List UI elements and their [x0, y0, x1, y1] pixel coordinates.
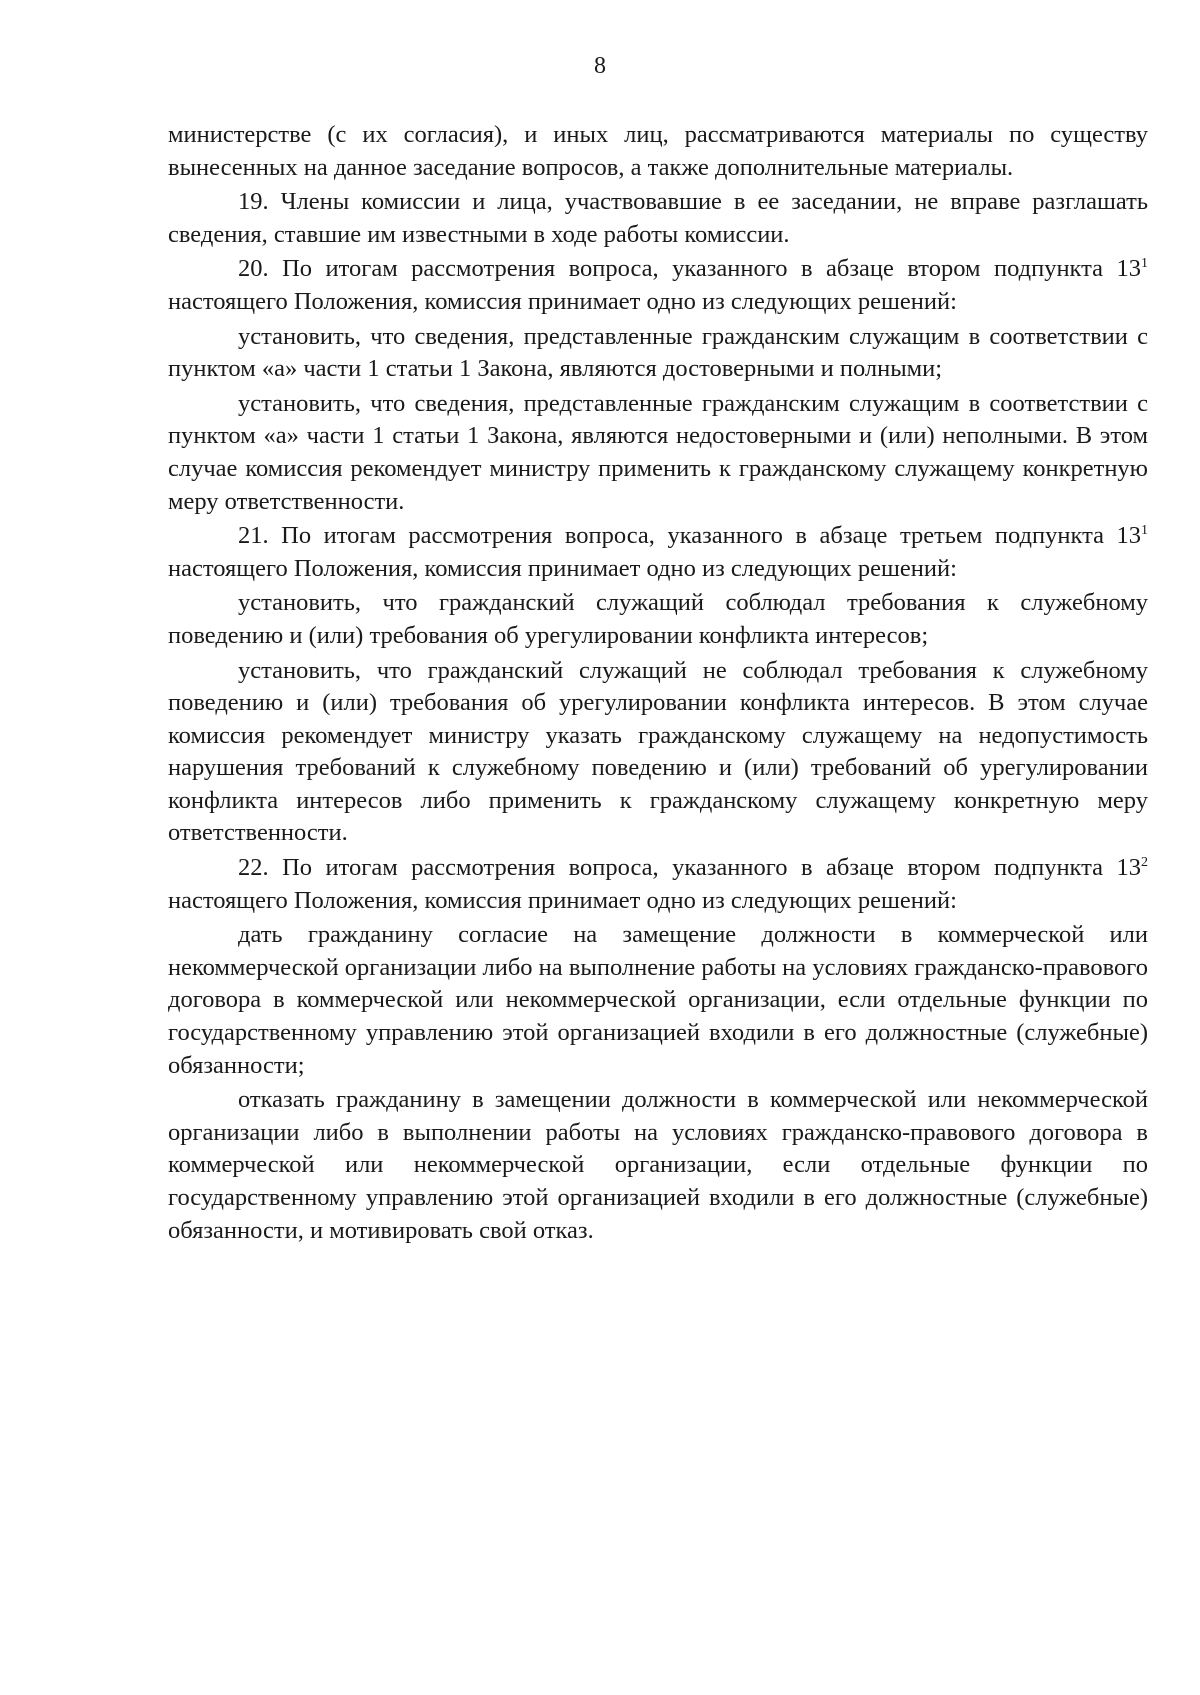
- decision-option: установить, что сведения, представленные гражданским служащим в соответствии с пунктом «а» части 1 статьи 1 Закона, являются достоверными и полными;: [168, 322, 1148, 383]
- paragraph-item-19: 19. Члены комиссии и лица, участвовавшие в ее заседании, не вправе разглашать сведения, ставшие им известными в ходе работы комиссии.: [168, 188, 1148, 248]
- paragraph-item-22-text: 22. По итогам рассмотрения вопроса, указанного в абзаце втором подпункта 13: [238, 854, 1141, 882]
- decision-option: установить, что гражданский служащий не соблюдал требования к служебному поведению и (или) требования об урегулировании конфликта интересов. В этом случае комиссия рекомендует министру указать гражданскому служащему на недопустимость нарушения требований к служебному поведению и (или) требований об урегулировании конфликта интересов либо применить к гражданскому служащему конкретную меру ответственности.: [168, 656, 1148, 847]
- paragraph-item-21: [168, 520, 1148, 585]
- paragraph-continuation: министерстве (с их согласия), и иных лиц, рассматриваются материалы по существу вынесенных на данное заседание вопросов, а также дополнительные материалы.: [168, 121, 1148, 181]
- superscript-index: 1: [1141, 522, 1148, 538]
- paragraph-item-22-text-end: настоящего Положения, комиссия принимает одно из следующих решений:: [168, 886, 957, 914]
- paragraph-item-21-text-end: настоящего Положения, комиссия принимает одно из следующих решений:: [168, 554, 957, 582]
- paragraph-item-20-text-end: настоящего Положения, комиссия принимает одно из следующих решений:: [168, 287, 957, 315]
- document-body: [168, 119, 1148, 1247]
- paragraph-item-22: [168, 852, 1148, 917]
- superscript-index: 1: [1141, 256, 1148, 272]
- superscript-index: 2: [1141, 854, 1148, 870]
- decision-option: дать гражданину согласие на замещение должности в коммерческой или некоммерческой организации либо на выполнение работы на условиях гражданско-правового договора в коммерческой или некоммерческой организации, если отдельные функции по государственному управлению этой организацией входили в его должностные (служебные) обязанности;: [168, 921, 1148, 1079]
- paragraph-item-20: [168, 253, 1148, 318]
- decision-option: установить, что гражданский служащий соблюдал требования к служебному поведению и (или) требования об урегулировании конфликта интересов;: [168, 589, 1148, 649]
- paragraph-item-20-text: 20. По итогам рассмотрения вопроса, указанного в абзаце втором подпункта 13: [238, 255, 1141, 283]
- decision-option: установить, что сведения, представленные гражданским служащим в соответствии с пунктом «а» части 1 статьи 1 Закона, являются недостоверными и (или) неполными. В этом случае комиссия рекомендует министру применить к гражданскому служащему конкретную меру ответственности.: [168, 389, 1148, 515]
- paragraph-item-21-text: 21. По итогам рассмотрения вопроса, указанного в абзаце третьем подпункта 13: [238, 522, 1141, 550]
- decision-option: отказать гражданину в замещении должности в коммерческой или некоммерческой организации либо в выполнении работы на условиях гражданско-правового договора в коммерческой или некоммерческой организации, если отдельные функции по государственному управлению этой организацией входили в его должностные (служебные) обязанности, и мотивировать свой отказ.: [168, 1086, 1148, 1244]
- page-number: 8: [594, 53, 606, 79]
